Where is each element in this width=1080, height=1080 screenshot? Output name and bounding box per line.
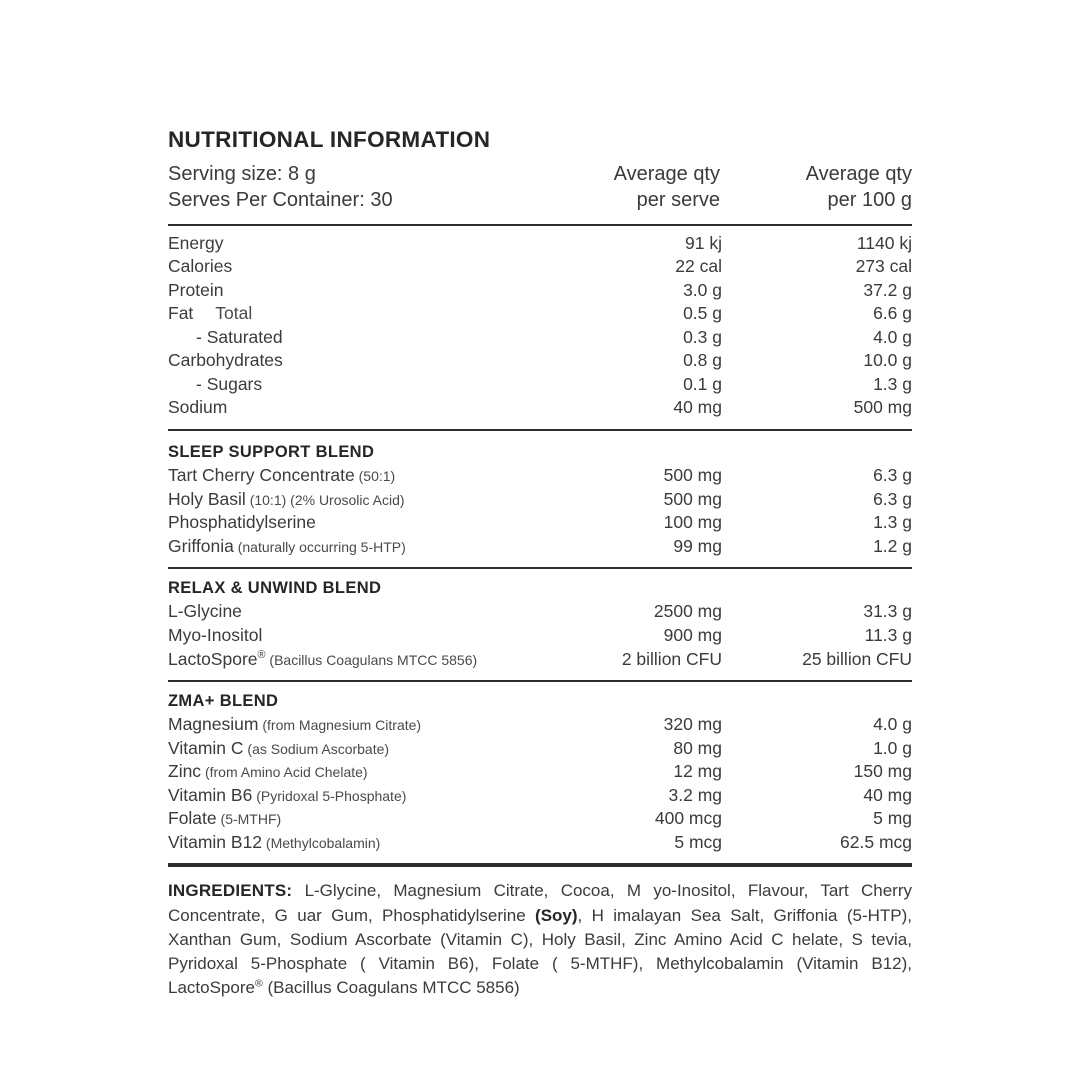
value-per-100g: 62.5 mcg <box>840 831 912 852</box>
value-per-100g: 500 mg <box>853 397 912 418</box>
table-row <box>168 760 912 784</box>
ingredients-before-soy: L-Glycine, Magnesium Citrate, Cocoa, M yo-Inositol, Flavour, Tart Cherry Concentrate, G uar Gum, Phosphatidylserine <box>168 881 912 925</box>
value-per-100g: 273 cal <box>855 256 912 277</box>
table-row <box>168 807 912 831</box>
row-sublabel: (5-MTHF) <box>216 811 282 828</box>
value-per-100g: 31.3 g <box>863 601 912 622</box>
row-label: Vitamin B6 (Pyridoxal 5-Phosphate) <box>168 784 407 805</box>
column-header-per-serve-line2: per serve <box>636 189 720 212</box>
value-per-serve: 12 mg <box>673 761 722 782</box>
row-sublabel: Total <box>215 303 253 324</box>
value-per-serve: 80 mg <box>673 737 722 758</box>
value-per-serve: 99 mg <box>673 535 722 556</box>
value-per-100g: 4.0 g <box>873 326 912 347</box>
table-row <box>168 488 912 512</box>
table-row <box>168 373 912 397</box>
row-label: Carbohydrates <box>168 350 283 371</box>
row-label: Vitamin B12 (Methylcobalamin) <box>168 831 381 852</box>
value-per-serve: 320 mg <box>663 714 722 735</box>
row-label: Zinc (from Amino Acid Chelate) <box>168 761 368 782</box>
header-row-serves-per-container <box>168 187 912 213</box>
ingredients-text-before-soy <box>292 881 304 900</box>
ingredients-tail: (Bacillus Coagulans MTCC 5856) <box>262 977 520 997</box>
value-per-serve: 400 mcg <box>654 808 722 829</box>
serves-per-container-label: Serves Per Container: 30 <box>168 189 393 212</box>
value-per-serve: 22 cal <box>675 256 722 277</box>
value-per-serve: 0.1 g <box>683 373 722 394</box>
ingredients-allergen-soy: (Soy) <box>535 905 578 925</box>
value-per-serve: 100 mg <box>663 512 722 533</box>
value-per-100g: 25 billion CFU <box>802 648 912 669</box>
column-header-per-100g-line2: per 100 g <box>827 189 912 212</box>
nutrition-table <box>168 226 912 420</box>
registered-trademark-icon: ® <box>254 977 263 990</box>
row-label: - Saturated <box>196 326 283 347</box>
table-row <box>168 624 912 648</box>
table-row <box>168 279 912 303</box>
table-row <box>168 600 912 624</box>
value-per-100g: 10.0 g <box>863 350 912 371</box>
row-label: Folate (5-MTHF) <box>168 808 282 829</box>
row-label: Phosphatidylserine <box>168 512 316 533</box>
row-sublabel: (as Sodium Ascorbate) <box>243 740 390 757</box>
row-label: Calories <box>168 256 233 277</box>
page-title: NUTRITIONAL INFORMATION <box>168 127 491 152</box>
row-label: Protein <box>168 279 224 300</box>
value-per-100g: 6.6 g <box>873 303 912 324</box>
table-row <box>168 396 912 420</box>
ingredients-paragraph <box>168 879 912 999</box>
row-sublabel: (Pyridoxal 5-Phosphate) <box>252 787 407 804</box>
value-per-serve: 0.5 g <box>683 303 722 324</box>
value-per-serve: 500 mg <box>663 488 722 509</box>
table-row <box>168 302 912 326</box>
value-per-serve: 3.0 g <box>683 279 722 300</box>
ingredients-label: INGREDIENTS: <box>168 881 293 901</box>
row-sublabel: (from Magnesium Citrate) <box>258 717 422 734</box>
column-header-per-100g-line1: Average qty <box>805 162 912 185</box>
value-per-100g: 6.3 g <box>873 465 912 486</box>
blend-title: SLEEP SUPPORT BLEND <box>168 442 375 461</box>
value-per-serve: 2500 mg <box>653 601 722 622</box>
row-label: Vitamin C (as Sodium Ascorbate) <box>168 737 390 758</box>
table-row <box>168 737 912 761</box>
value-per-serve: 500 mg <box>663 465 722 486</box>
row-label: L-Glycine <box>168 601 242 622</box>
value-per-100g: 5 mg <box>873 808 912 829</box>
table-row <box>168 326 912 350</box>
row-label: Energy <box>168 232 224 253</box>
row-label: Sodium <box>168 397 228 418</box>
table-row <box>168 349 912 373</box>
registered-trademark-icon: ® <box>257 648 266 661</box>
value-per-100g: 4.0 g <box>873 714 912 735</box>
table-row <box>168 784 912 808</box>
divider-after-blend <box>168 680 912 682</box>
value-per-serve: 40 mg <box>673 397 722 418</box>
row-label: - Sugars <box>196 373 263 394</box>
value-per-serve: 900 mg <box>663 624 722 645</box>
value-per-100g: 1.0 g <box>873 737 912 758</box>
blends-container <box>168 431 912 866</box>
table-row <box>168 464 912 488</box>
row-label: Tart Cherry Concentrate (50:1) <box>168 465 396 486</box>
value-per-serve: 3.2 mg <box>668 784 722 805</box>
value-per-100g: 1.3 g <box>873 512 912 533</box>
value-per-serve: 91 kj <box>685 232 722 253</box>
row-label: Myo-Inositol <box>168 624 263 645</box>
value-per-100g: 37.2 g <box>863 279 912 300</box>
divider-before-ingredients <box>168 865 912 867</box>
row-label: Holy Basil (10:1) (2% Urosolic Acid) <box>168 488 405 509</box>
row-label: LactoSpore® (Bacillus Coagulans MTCC 5856) <box>168 648 478 669</box>
column-header-per-serve-line1: Average qty <box>613 162 720 185</box>
blend-title: RELAX & UNWIND BLEND <box>168 579 382 598</box>
blend-title: ZMA+ BLEND <box>168 692 279 711</box>
row-label: Griffonia (naturally occurring 5-HTP) <box>168 535 406 556</box>
ingredients-after-soy: , H imalayan Sea Salt, Griffonia (5-HTP), Xanthan Gum, Sodium Ascorbate (Vitamin C), Holy Basil, Zinc Amino Acid C helate, S tevia, Pyridoxal 5-Phosphate ( Vitamin B6), Folate ( 5-MTHF), Methylcobalamin (Vitamin B12), LactoSpore <box>168 905 912 997</box>
value-per-serve: 0.8 g <box>683 350 722 371</box>
blend-section <box>168 690 912 854</box>
table-row <box>168 713 912 737</box>
table-row <box>168 232 912 256</box>
serving-size-label: Serving size: 8 g <box>168 162 316 185</box>
value-per-100g: 1.3 g <box>873 373 912 394</box>
value-per-serve: 5 mcg <box>674 831 722 852</box>
value-per-100g: 40 mg <box>863 784 912 805</box>
table-row <box>168 831 912 855</box>
value-per-100g: 11.3 g <box>864 624 912 645</box>
row-label: Magnesium (from Magnesium Citrate) <box>168 714 422 735</box>
table-row <box>168 255 912 279</box>
row-sublabel: (Bacillus Coagulans MTCC 5856) <box>265 651 478 668</box>
row-sublabel: (50:1) <box>354 468 396 485</box>
value-per-serve: 2 billion CFU <box>621 648 722 669</box>
blend-section <box>168 577 912 671</box>
row-sublabel: (from Amino Acid Chelate) <box>201 764 368 781</box>
table-row <box>168 511 912 535</box>
divider-after-blend <box>168 567 912 569</box>
blend-section <box>168 431 912 558</box>
nutrition-panel <box>168 128 912 1000</box>
value-per-100g: 6.3 g <box>873 488 912 509</box>
table-row <box>168 648 912 672</box>
value-per-serve: 0.3 g <box>683 326 722 347</box>
value-per-100g: 1.2 g <box>873 535 912 556</box>
row-sublabel: (naturally occurring 5-HTP) <box>233 538 406 555</box>
row-sublabel: (10:1) (2% Urosolic Acid) <box>245 491 405 508</box>
value-per-100g: 150 mg <box>853 761 912 782</box>
row-label: Fat Total <box>168 303 253 324</box>
header-row-serving-size <box>168 161 912 187</box>
value-per-100g: 1140 kj <box>856 232 912 253</box>
table-row <box>168 535 912 559</box>
row-sublabel: (Methylcobalamin) <box>262 834 381 851</box>
panel-header <box>168 161 912 214</box>
